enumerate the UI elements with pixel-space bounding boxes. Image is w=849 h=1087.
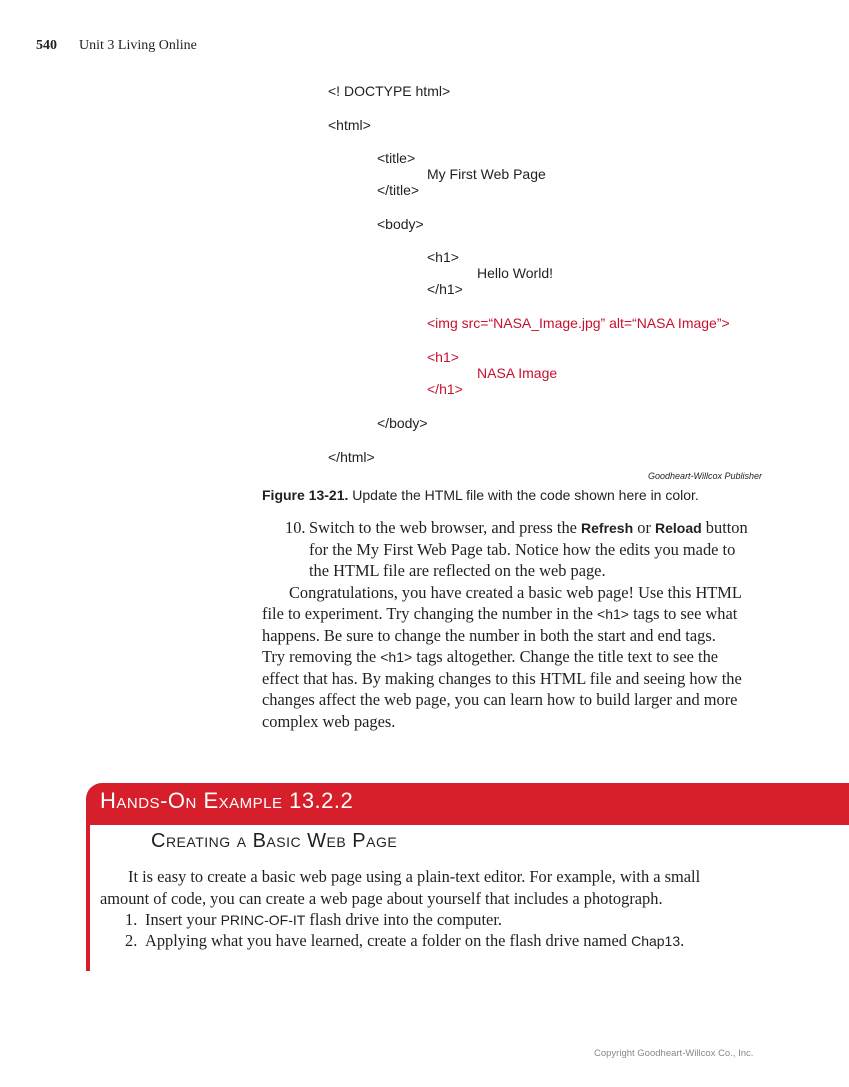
example-step-1-b: flash drive into the computer. xyxy=(305,910,502,929)
example-step-2 xyxy=(145,930,684,953)
example-step-2-b: . xyxy=(680,931,685,950)
step-10-line-3: the HTML file are reflected on the web page. xyxy=(309,561,606,580)
example-subtitle: Creating a Basic Web Page xyxy=(151,830,398,852)
example-step-1-number: 1. xyxy=(125,910,138,929)
folder-name: Chap13 xyxy=(631,933,681,949)
example-step-1-a: Insert your xyxy=(145,910,221,929)
example-intro-line-1: It is easy to create a basic web page using a plain-text editor. For example, with a small xyxy=(128,867,701,886)
code-line-html-close: </html> xyxy=(328,449,375,465)
code-line-title-close: </title> xyxy=(377,182,420,198)
code-line-img-tag: <img src=“NASA_Image.jpg” alt=“NASA Image”> xyxy=(427,315,730,331)
code-line-title-open: <title> xyxy=(377,150,416,166)
paragraph-line-6: changes affect the web page, you can learn how to build larger and more xyxy=(262,690,738,709)
paragraph-line-2-b: tags to see what xyxy=(628,604,738,623)
step-10-line-1 xyxy=(309,517,748,540)
code-line-h1-close: </h1> xyxy=(427,281,463,297)
code-line-h1b-open: <h1> xyxy=(427,349,459,365)
step-10-text-b: button xyxy=(701,518,748,537)
example-step-2-number: 2. xyxy=(125,931,138,950)
code-line-body-close: </body> xyxy=(377,415,428,431)
code-line-h1b-close: </h1> xyxy=(427,381,463,397)
code-line-title-text: My First Web Page xyxy=(427,166,546,182)
flash-drive-name: PRINC-OF-IT xyxy=(220,912,306,928)
code-line-h1b-text: NASA Image xyxy=(477,365,558,381)
h1-tag-inline-2: <h1> xyxy=(380,649,413,665)
step-10-line-2: for the My First Web Page tab. Notice how the edits you made to xyxy=(309,540,736,559)
page-number: 540 xyxy=(36,38,57,53)
refresh-term: Refresh xyxy=(581,520,634,536)
paragraph-line-4 xyxy=(262,646,718,669)
code-line-body-open: <body> xyxy=(377,216,424,232)
running-header xyxy=(36,38,197,54)
example-step-2-a: Applying what you have learned, create a folder on the flash drive named xyxy=(145,931,632,950)
example-intro-line-2: amount of code, you can create a web page about yourself that includes a photograph. xyxy=(100,889,663,908)
paragraph-line-1: Congratulations, you have created a basic web page! Use this HTML xyxy=(289,583,742,602)
figure-label: Figure 13-21. xyxy=(262,487,349,503)
paragraph-line-4-b: tags altogether. Change the title text to see the xyxy=(412,647,719,666)
figure-caption-text: Update the HTML file with the code shown here in color. xyxy=(348,487,699,503)
example-banner-title: Hands-On Example 13.2.2 xyxy=(100,788,354,813)
paragraph-line-4-a: Try removing the xyxy=(262,647,381,666)
reload-term: Reload xyxy=(655,520,702,536)
code-line-html-open: <html> xyxy=(328,117,371,133)
code-line-h1-text: Hello World! xyxy=(477,265,553,281)
step-10-number: 10. xyxy=(285,518,306,537)
paragraph-line-5: effect that has. By making changes to this HTML file and seeing how the xyxy=(262,669,742,688)
copyright-footer: Copyright Goodheart-Willcox Co., Inc. xyxy=(594,1048,754,1059)
example-left-rule xyxy=(86,820,90,971)
figure-caption xyxy=(262,487,699,503)
step-10-text-a: Switch to the web browser, and press the xyxy=(309,518,582,537)
example-step-1 xyxy=(145,909,502,932)
paragraph-line-2-a: file to experiment. Try changing the number in the xyxy=(262,604,598,623)
code-line-doctype: <! DOCTYPE html> xyxy=(328,83,451,99)
step-10-or: or xyxy=(633,518,656,537)
unit-title: Unit 3 Living Online xyxy=(79,38,197,53)
paragraph-line-3: happens. Be sure to change the number in both the start and end tags. xyxy=(262,626,716,645)
paragraph-line-2 xyxy=(262,603,737,626)
figure-credit: Goodheart-Willcox Publisher xyxy=(648,471,762,481)
code-line-h1-open: <h1> xyxy=(427,249,459,265)
h1-tag-inline: <h1> xyxy=(597,606,629,622)
paragraph-line-7: complex web pages. xyxy=(262,712,396,731)
